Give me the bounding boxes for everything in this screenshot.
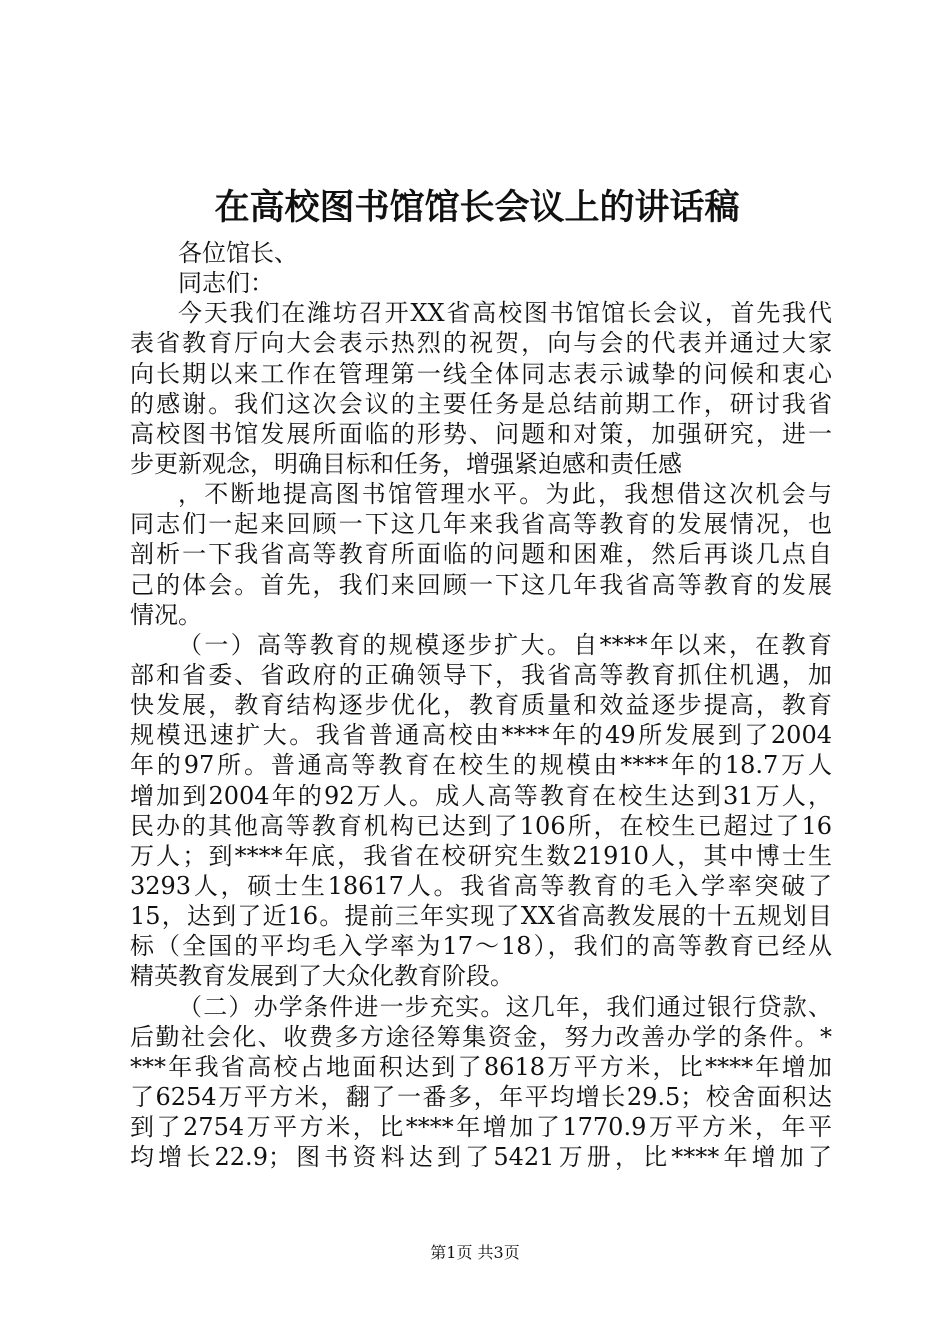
body-line: 标（全国的平均毛入学率为17～18），我们的高等教育已经从 xyxy=(130,932,832,961)
body-line: 的感谢。我们这次会议的主要任务是总结前期工作，研讨我省 xyxy=(130,389,832,418)
body-line: 快发展，教育结构逐步优化，教育质量和效益逐步提高，教育 xyxy=(130,691,832,720)
body-line: 今天我们在潍坊召开XX省高校图书馆馆长会议，首先我代 xyxy=(178,299,832,328)
document-title: 在高校图书馆馆长会议上的讲话稿 xyxy=(214,187,740,228)
body-line: 同志们： xyxy=(178,269,274,298)
body-line: 情况。 xyxy=(130,600,202,629)
body-line: 各位馆长、 xyxy=(178,239,298,267)
body-line: 年的97所。普通高等教育在校生的规模由****年的18.7万人 xyxy=(130,751,832,780)
body-line: 己的体会。首先，我们来回顾一下这几年我省高等教育的发展 xyxy=(130,570,832,599)
body-line: 高校图书馆发展所面临的形势、问题和对策，加强研究，进一 xyxy=(130,419,832,448)
body-line: ***年我省高校占地面积达到了8618万平方米，比****年增加 xyxy=(130,1052,832,1081)
document-body xyxy=(130,238,832,1172)
body-line: 剖析一下我省高等教育所面临的问题和困难，然后再谈几点自 xyxy=(130,540,832,569)
body-line: 精英教育发展到了大众化教育阶段。 xyxy=(130,962,514,991)
body-line: 同志们一起来回顾一下这几年来我省高等教育的发展情况，也 xyxy=(130,510,832,539)
body-line: 增加到2004年的92万人。成人高等教育在校生达到31万人， xyxy=(130,781,832,810)
body-line: ，不断地提高图书馆管理水平。为此，我想借这次机会与 xyxy=(178,480,832,509)
body-line: 了6254万平方米，翻了一番多，年平均增长29.5；校舍面积达 xyxy=(130,1082,832,1111)
body-line: 民办的其他高等教育机构已达到了106所，在校生已超过了16 xyxy=(130,811,832,840)
page-footer: 第1页 共3页 xyxy=(430,1243,520,1262)
body-line: 3293人，硕士生18617人。我省高等教育的毛入学率突破了 xyxy=(130,871,832,900)
body-line: 后勤社会化、收费多方途径筹集资金，努力改善办学的条件。* xyxy=(130,1022,832,1051)
body-line: 15，达到了近16。提前三年实现了XX省高教发展的十五规划目 xyxy=(130,902,832,931)
body-line: 均增长22.9；图书资料达到了5421万册，比****年增加了 xyxy=(130,1143,832,1172)
body-line: 规模迅速扩大。我省普通高校由****年的49所发展到了2004 xyxy=(130,721,832,750)
body-line: 到了2754万平方米，比****年增加了1770.9万平方米，年平 xyxy=(130,1113,832,1142)
body-line: 向长期以来工作在管理第一线全体同志表示诚挚的问候和衷心 xyxy=(130,359,832,388)
body-line: （一）高等教育的规模逐步扩大。自****年以来，在教育 xyxy=(178,630,832,659)
body-line: 部和省委、省政府的正确领导下，我省高等教育抓住机遇，加 xyxy=(130,660,832,689)
body-line: 表省教育厅向大会表示热烈的祝贺，向与会的代表并通过大家 xyxy=(130,329,832,358)
body-line: 万人；到****年底，我省在校研究生数21910人，其中博士生 xyxy=(130,841,832,870)
body-line: 步更新观念，明确目标和任务，增强紧迫感和责任感 xyxy=(130,449,682,478)
body-line: （二）办学条件进一步充实。这几年，我们通过银行贷款、 xyxy=(178,992,832,1021)
